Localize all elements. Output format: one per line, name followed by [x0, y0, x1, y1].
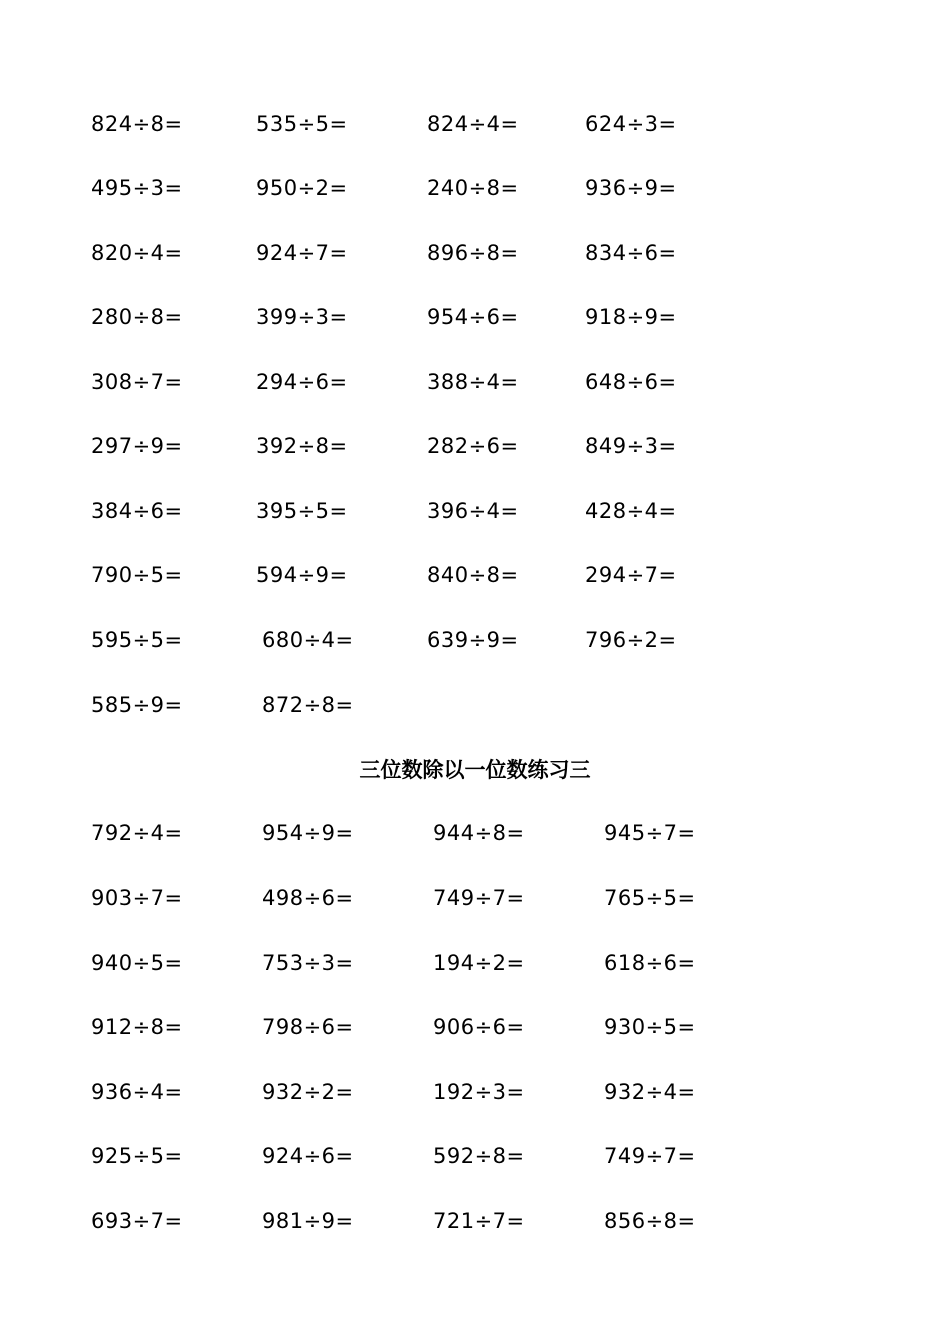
problem-row	[0, 1206, 950, 1236]
problem: 930÷5=	[604, 1015, 696, 1039]
problem: 721÷7=	[433, 1209, 525, 1233]
problem-row	[0, 173, 950, 203]
problem: 906÷6=	[433, 1015, 525, 1039]
problem: 297÷9=	[91, 434, 183, 458]
problem: 648÷6=	[585, 370, 677, 394]
problem: 594÷9=	[256, 563, 348, 587]
problem: 936÷9=	[585, 176, 677, 200]
problem: 624÷3=	[585, 112, 677, 136]
problem: 792÷4=	[91, 821, 183, 845]
problem: 820÷4=	[91, 241, 183, 265]
problem-row	[0, 690, 950, 720]
problem: 282÷6=	[427, 434, 519, 458]
problem-row	[0, 948, 950, 978]
problem: 192÷3=	[433, 1080, 525, 1104]
problem: 388÷4=	[427, 370, 519, 394]
problem: 950÷2=	[256, 176, 348, 200]
problem-row	[0, 109, 950, 139]
problem: 749÷7=	[604, 1144, 696, 1168]
problem-row	[0, 560, 950, 590]
problem: 592÷8=	[433, 1144, 525, 1168]
problem: 280÷8=	[91, 305, 183, 329]
problem: 896÷8=	[427, 241, 519, 265]
problem: 495÷3=	[91, 176, 183, 200]
problem: 240÷8=	[427, 176, 519, 200]
problem-row	[0, 1012, 950, 1042]
problem: 903÷7=	[91, 886, 183, 910]
problem: 618÷6=	[604, 951, 696, 975]
problem: 693÷7=	[91, 1209, 183, 1233]
problem: 428÷4=	[585, 499, 677, 523]
problem: 912÷8=	[91, 1015, 183, 1039]
problem: 944÷8=	[433, 821, 525, 845]
problem: 936÷4=	[91, 1080, 183, 1104]
problem-row	[0, 883, 950, 913]
problem: 981÷9=	[262, 1209, 354, 1233]
problem: 194÷2=	[433, 951, 525, 975]
problem-row	[0, 818, 950, 848]
problem: 396÷4=	[427, 499, 519, 523]
problem: 925÷5=	[91, 1144, 183, 1168]
problem: 753÷3=	[262, 951, 354, 975]
problem: 954÷6=	[427, 305, 519, 329]
problem: 535÷5=	[256, 112, 348, 136]
problem: 498÷6=	[262, 886, 354, 910]
problem: 932÷4=	[604, 1080, 696, 1104]
problem-row	[0, 1077, 950, 1107]
problem-row	[0, 238, 950, 268]
problem: 639÷9=	[427, 628, 519, 652]
problem: 765÷5=	[604, 886, 696, 910]
problem-row	[0, 625, 950, 655]
problem: 384÷6=	[91, 499, 183, 523]
problem: 872÷8=	[262, 693, 354, 717]
problem: 945÷7=	[604, 821, 696, 845]
problem: 940÷5=	[91, 951, 183, 975]
problem: 824÷4=	[427, 112, 519, 136]
problem: 595÷5=	[91, 628, 183, 652]
problem: 395÷5=	[256, 499, 348, 523]
section-title: 三位数除以一位数练习三	[359, 758, 591, 782]
problem: 824÷8=	[91, 112, 183, 136]
problem: 749÷7=	[433, 886, 525, 910]
problem-row	[0, 1141, 950, 1171]
problem: 840÷8=	[427, 563, 519, 587]
problem: 932÷2=	[262, 1080, 354, 1104]
problem: 790÷5=	[91, 563, 183, 587]
problem: 798÷6=	[262, 1015, 354, 1039]
problem: 856÷8=	[604, 1209, 696, 1233]
problem: 849÷3=	[585, 434, 677, 458]
problem: 796÷2=	[585, 628, 677, 652]
problem: 680÷4=	[262, 628, 354, 652]
problem: 308÷7=	[91, 370, 183, 394]
problem: 924÷6=	[262, 1144, 354, 1168]
problem: 392÷8=	[256, 434, 348, 458]
problem: 585÷9=	[91, 693, 183, 717]
problem: 924÷7=	[256, 241, 348, 265]
problem-row	[0, 496, 950, 526]
problem-row	[0, 431, 950, 461]
problem-row	[0, 367, 950, 397]
problem: 294÷6=	[256, 370, 348, 394]
problem: 399÷3=	[256, 305, 348, 329]
problem: 294÷7=	[585, 563, 677, 587]
problem: 918÷9=	[585, 305, 677, 329]
problem: 954÷9=	[262, 821, 354, 845]
problem: 834÷6=	[585, 241, 677, 265]
problem-row	[0, 302, 950, 332]
